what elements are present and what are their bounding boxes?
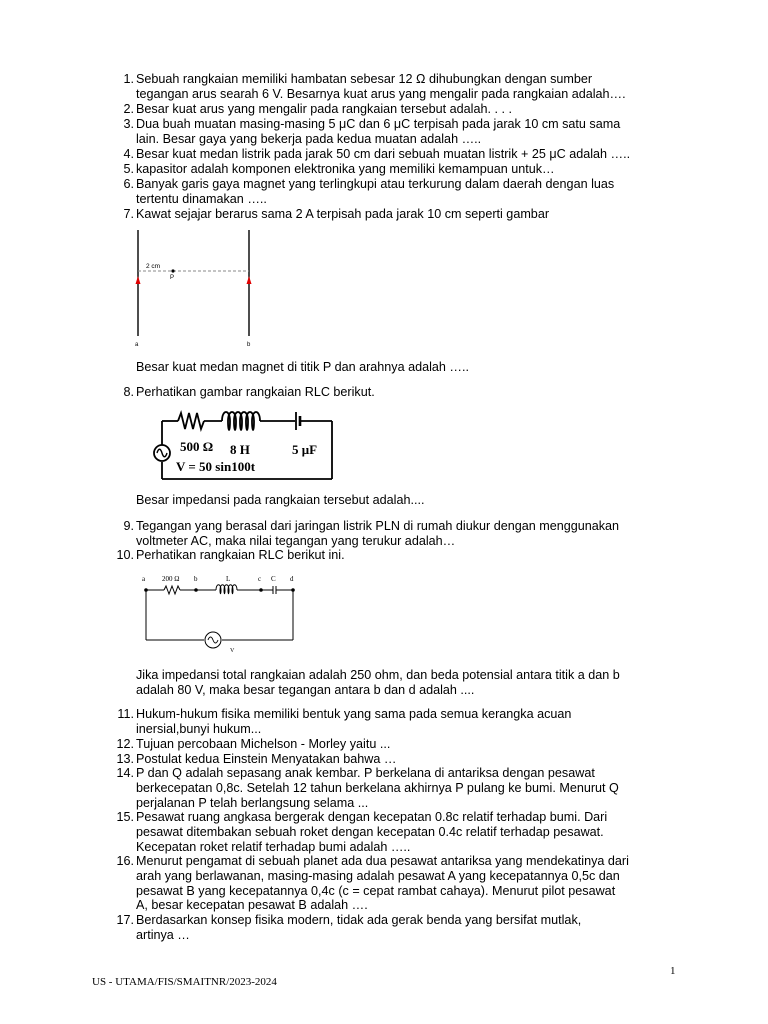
question-13: 13. Postulat kedua Einstein Menyatakan bahwa … [116, 752, 397, 766]
inductor-symbol [216, 585, 237, 594]
question-12: 12. Tujuan percobaan Michelson - Morley yaitu ... [116, 737, 391, 751]
distance-label: 2 cm [146, 263, 161, 270]
question-1: 1. Sebuah rangkaian memiliki hambatan sebesar 12 Ω dihubungkan dengan sumber tegangan arus searah 6 V. Besarnya kuat arus yang mengalir pada rangkaian adalah…. [123, 72, 626, 101]
resistor-symbol [178, 413, 204, 429]
figure-parallel-wires [128, 226, 260, 350]
q10-followup: Jika impedansi total rangkaian adalah 250 ohm, dan beda potensial antara titik a dan b adalah 80 V, maka besar tegangan antara b dan d adalah .... [136, 668, 620, 697]
label-a: a [142, 575, 146, 583]
resistor-symbol [164, 586, 180, 594]
footer-code: US - UTAMA/FIS/SMAITNR/2023-2024 [92, 976, 277, 988]
question-6: 6. Banyak garis gaya magnet yang terlingkupi atau terkurung dalam daerah dengan luas tertentu dinamakan ….. [123, 177, 615, 206]
q8-followup: Besar impedansi pada rangkaian tersebut adalah.... [136, 493, 425, 507]
question-5: 5. kapasitor adalah komponen elektronika yang memiliki kemampuan untuk… [123, 162, 555, 176]
q7-followup: Besar kuat medan magnet di titik P dan arahnya adalah ….. [136, 360, 470, 374]
question-17: 17. Berdasarkan konsep fisika modern, tidak ada gerak benda yang bersifat mutlak, artinya … [116, 913, 582, 942]
question-9: 9. Tegangan yang berasal dari jaringan listrik PLN di rumah diukur dengan menggunakan voltmeter AC, maka nilai tegangan yang terukur adalah… [123, 519, 620, 548]
point-p [171, 269, 174, 272]
label-source: V [230, 648, 235, 654]
question-16: 16. Menurut pengamat di sebuah planet ada dua pesawat antariksa yang mendekatinya dari arah yang berlawanan, masing-masing adalah pesawat A yang kecepatannya 0,5c dan pesawat B yang kecepatannya 0,4c (c = cepat rambat cahaya). Menurut pilot pesawat A, besar kecepatan pesawat B adalah …. [116, 854, 629, 913]
label-d: d [290, 575, 294, 583]
label-b: b [194, 575, 198, 583]
capacitor-label: 5 μF [292, 442, 318, 457]
resistor-label: 500 Ω [180, 439, 214, 454]
question-14: 14. P dan Q adalah sepasang anak kembar. P berkelana di antariksa dengan pesawat berkecepatan 0,8c. Setelah 12 tahun berkelana akhirnya P pulang ke bumi. Menurut Q perjalanan P telah berlangsung selama ... [116, 766, 619, 810]
question-10: 10. Perhatikan rangkaian RLC berikut ini. [116, 548, 345, 562]
label-inductor: L [226, 575, 231, 583]
page-number: 1 [670, 965, 676, 977]
question-8: 8. Perhatikan gambar rangkaian RLC berikut. [123, 385, 375, 399]
source-label: V = 50 sin100t [176, 459, 256, 474]
question-2: 2. Besar kuat arus yang mengalir pada rangkaian tersebut adalah. . . . [123, 102, 512, 116]
node-c [259, 588, 263, 592]
question-11: 11. Hukum-hukum fisika memiliki bentuk yang sama pada semua kerangka acuan inersial,bunyi hukum... [117, 707, 572, 736]
question-7: 7. Kawat sejajar berarus sama 2 A terpisah pada jarak 10 cm seperti gambar [123, 207, 550, 221]
inductor-label: 8 H [230, 442, 250, 457]
wire-b-label: b [247, 342, 251, 348]
current-arrow-a [136, 276, 141, 284]
figure-rlc-circuit [150, 407, 340, 483]
label-resistor: 200 Ω [162, 575, 180, 583]
point-p-label: P [170, 275, 175, 281]
current-arrow-b [247, 276, 252, 284]
wire-a-label: a [135, 342, 139, 348]
figure-rlc-points-circuit [136, 570, 306, 656]
question-4: 4. Besar kuat medan listrik pada jarak 50 cm dari sebuah muatan listrik + 25 μC adalah ….. [123, 147, 631, 161]
inductor-symbol [222, 412, 260, 430]
node-d [291, 588, 295, 592]
label-capacitor: C [271, 575, 276, 583]
question-3: 3. Dua buah muatan masing-masing 5 μC dan 6 μC terpisah pada jarak 10 cm satu sama lain. Besar gaya yang bekerja pada kedua muatan adalah ….. [123, 117, 621, 146]
question-15: 15. Pesawat ruang angkasa bergerak dengan kecepatan 0.8c relatif terhadap bumi. Dari pesawat ditembakan sebuah roket dengan kecepatan 0.4c relatif terhadap pesawat. Kecepatan roket relatif terhadap bumi adalah ….. [116, 810, 608, 854]
node-a [144, 588, 148, 592]
label-c: c [258, 575, 262, 583]
node-b [194, 588, 198, 592]
